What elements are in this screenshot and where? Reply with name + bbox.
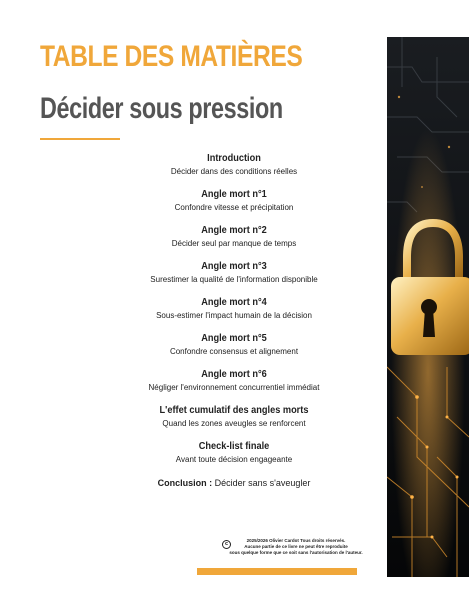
toc-heading: Angle mort n°3: [201, 261, 267, 272]
copyright-line: Aucune partie de ce livre ne peut être reproduite: [244, 544, 348, 549]
padlock-illustration: [387, 37, 469, 577]
toc-conclusion-text: Décider sans s'aveugler: [212, 478, 311, 488]
toc-heading: Angle mort n°4: [201, 297, 267, 308]
toc-entry-angle-2[interactable]: [90, 224, 378, 250]
toc-heading: Angle mort n°2: [201, 225, 267, 236]
toc-entry-checklist[interactable]: [90, 440, 378, 466]
toc-description: Surestimer la qualité de l'information disponible: [150, 275, 318, 284]
toc-description: Négliger l'environnement concurrentiel immédiat: [148, 383, 320, 392]
footer-accent-bar: [197, 568, 357, 575]
toc-entry-introduction[interactable]: [90, 152, 378, 178]
toc-heading: Angle mort n°5: [201, 333, 267, 344]
toc-heading: L'effet cumulatif des angles morts: [159, 405, 309, 416]
toc-entry-angle-4[interactable]: [90, 296, 378, 322]
copyright-icon: c: [222, 540, 231, 549]
toc-description: Sous-estimer l'impact humain de la décision: [156, 311, 312, 320]
title-divider: [40, 138, 120, 140]
toc-conclusion-label: Conclusion :: [157, 478, 213, 488]
copyright-notice: [216, 538, 376, 556]
toc-description: Décider dans des conditions réelles: [170, 167, 298, 176]
page-title: TABLE DES MATIÈRES: [40, 40, 303, 73]
toc-description: Avant toute décision engageante: [175, 455, 293, 464]
toc-entry-conclusion[interactable]: [90, 476, 378, 490]
toc-entry-angle-3[interactable]: [90, 260, 378, 286]
toc-description: Confondre consensus et alignement: [169, 347, 299, 356]
toc-entry-angle-6[interactable]: [90, 368, 378, 394]
toc-entry-cumulative[interactable]: [90, 404, 378, 430]
toc-description: Quand les zones aveugles se renforcent: [162, 419, 306, 428]
copyright-line: sous quelque forme que ce soit sans l'autorisation de l'auteur.: [229, 550, 363, 555]
table-of-contents: [90, 152, 378, 490]
toc-heading: Angle mort n°1: [201, 189, 267, 200]
toc-entry-angle-1[interactable]: [90, 188, 378, 214]
toc-description: Décider seul par manque de temps: [171, 239, 297, 248]
toc-heading: Introduction: [207, 153, 261, 164]
toc-description: Confondre vitesse et précipitation: [174, 203, 294, 212]
copyright-line: 2025/2026 Olivier Cardot Tous droits réservés.: [246, 538, 346, 543]
padlock-circuit-image: [387, 37, 469, 577]
toc-heading: Check-list finale: [198, 441, 270, 452]
document-subtitle: Décider sous pression: [40, 92, 283, 125]
toc-heading: Angle mort n°6: [201, 369, 267, 380]
toc-entry-angle-5[interactable]: [90, 332, 378, 358]
